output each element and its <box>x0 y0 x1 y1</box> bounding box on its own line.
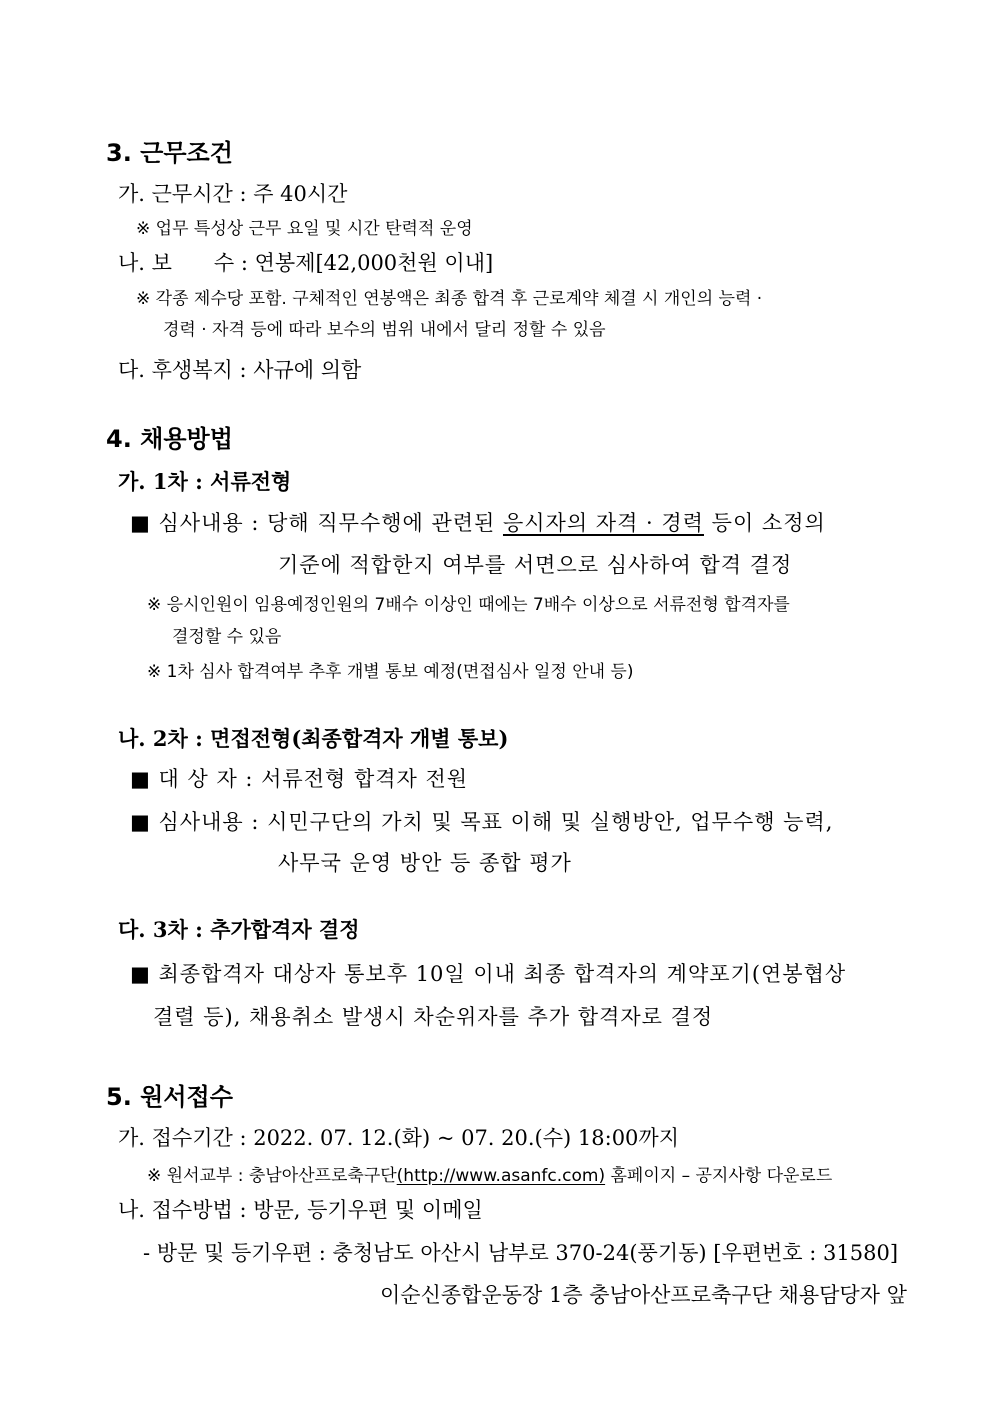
stage1-heading: 가. 1차 : 서류전형 <box>118 469 292 494</box>
stage2-review-line2: 사무국 운영 방안 등 종합 평가 <box>278 851 572 875</box>
stage1-review-text-tail: 등이 소정의 <box>703 511 826 535</box>
stage2-target: ■ 대 상 자 : 서류전형 합격자 전원 <box>130 767 469 791</box>
section-3-title: 3. 근무조건 <box>106 139 233 167</box>
salary: 나. 보 수 : 연봉제[42,000천원 이내] <box>118 251 494 275</box>
stage1-review-line2: 기준에 적합한지 여부를 서면으로 심사하여 합격 결정 <box>278 553 793 577</box>
visit-mail-address-line1: - 방문 및 등기우편 : 충청남도 아산시 남부로 370-24(풍기동) [우편번호 : 31580] <box>143 1241 899 1265</box>
welfare: 다. 후생복지 : 사규에 의함 <box>118 358 362 382</box>
stage1-underlined-qualification: 응시자의 자격 · 경력 <box>502 511 704 535</box>
application-period: 가. 접수기간 : 2022. 07. 12.(화) ~ 07. 20.(수) 18:00까지 <box>118 1126 679 1150</box>
stage2-review-line1: ■ 심사내용 : 시민구단의 가치 및 목표 이해 및 실행방안, 업무수행 능력, <box>130 810 834 834</box>
section-4-title: 4. 채용방법 <box>106 425 233 453</box>
stage1-review-content <box>130 513 826 534</box>
asanfc-homepage-link[interactable]: (http://www.asanfc.com) <box>396 1166 606 1186</box>
stage3-heading: 다. 3차 : 추가합격자 결정 <box>118 917 360 942</box>
working-hours-note: ※ 업무 특성상 근무 요일 및 시간 탄력적 운영 <box>136 219 473 239</box>
form-note-text: ※ 원서교부 : 충남아산프로축구단 <box>147 1166 397 1186</box>
stage1-note1-line1: ※ 응시인원이 임용예정인원의 7배수 이상인 때에는 7배수 이상으로 서류전형 합격자를 <box>147 595 790 615</box>
salary-note-line2: 경력 · 자격 등에 따라 보수의 범위 내에서 달리 정할 수 있음 <box>163 320 606 340</box>
visit-mail-address-line2: 이순신종합운동장 1층 충남아산프로축구단 채용담당자 앞 <box>380 1283 907 1307</box>
application-form-note <box>147 1168 832 1185</box>
stage2-heading: 나. 2차 : 면접전형(최종합격자 개별 통보) <box>118 726 509 751</box>
stage1-review-text: ■ 심사내용 : 당해 직무수행에 관련된 <box>130 511 503 535</box>
section-5-title: 5. 원서접수 <box>106 1083 233 1111</box>
stage3-item-line2: 결렬 등), 채용취소 발생시 차순위자를 추가 합격자로 결정 <box>153 1005 714 1029</box>
form-note-tail: 홈페이지 – 공지사항 다운로드 <box>605 1166 833 1186</box>
application-method: 나. 접수방법 : 방문, 등기우편 및 이메일 <box>118 1198 483 1222</box>
working-hours: 가. 근무시간 : 주 40시간 <box>118 182 348 206</box>
stage1-note2: ※ 1차 심사 합격여부 추후 개별 통보 예정(면접심사 일정 안내 등) <box>147 662 634 682</box>
stage3-item-line1: ■ 최종합격자 대상자 통보후 10일 이내 최종 합격자의 계약포기(연봉협상 <box>130 962 847 986</box>
stage1-note1-line2: 결정할 수 있음 <box>172 627 282 647</box>
salary-note-line1: ※ 각종 제수당 포함. 구체적인 연봉액은 최종 합격 후 근로계약 체결 시 개인의 능력 · <box>136 289 763 309</box>
